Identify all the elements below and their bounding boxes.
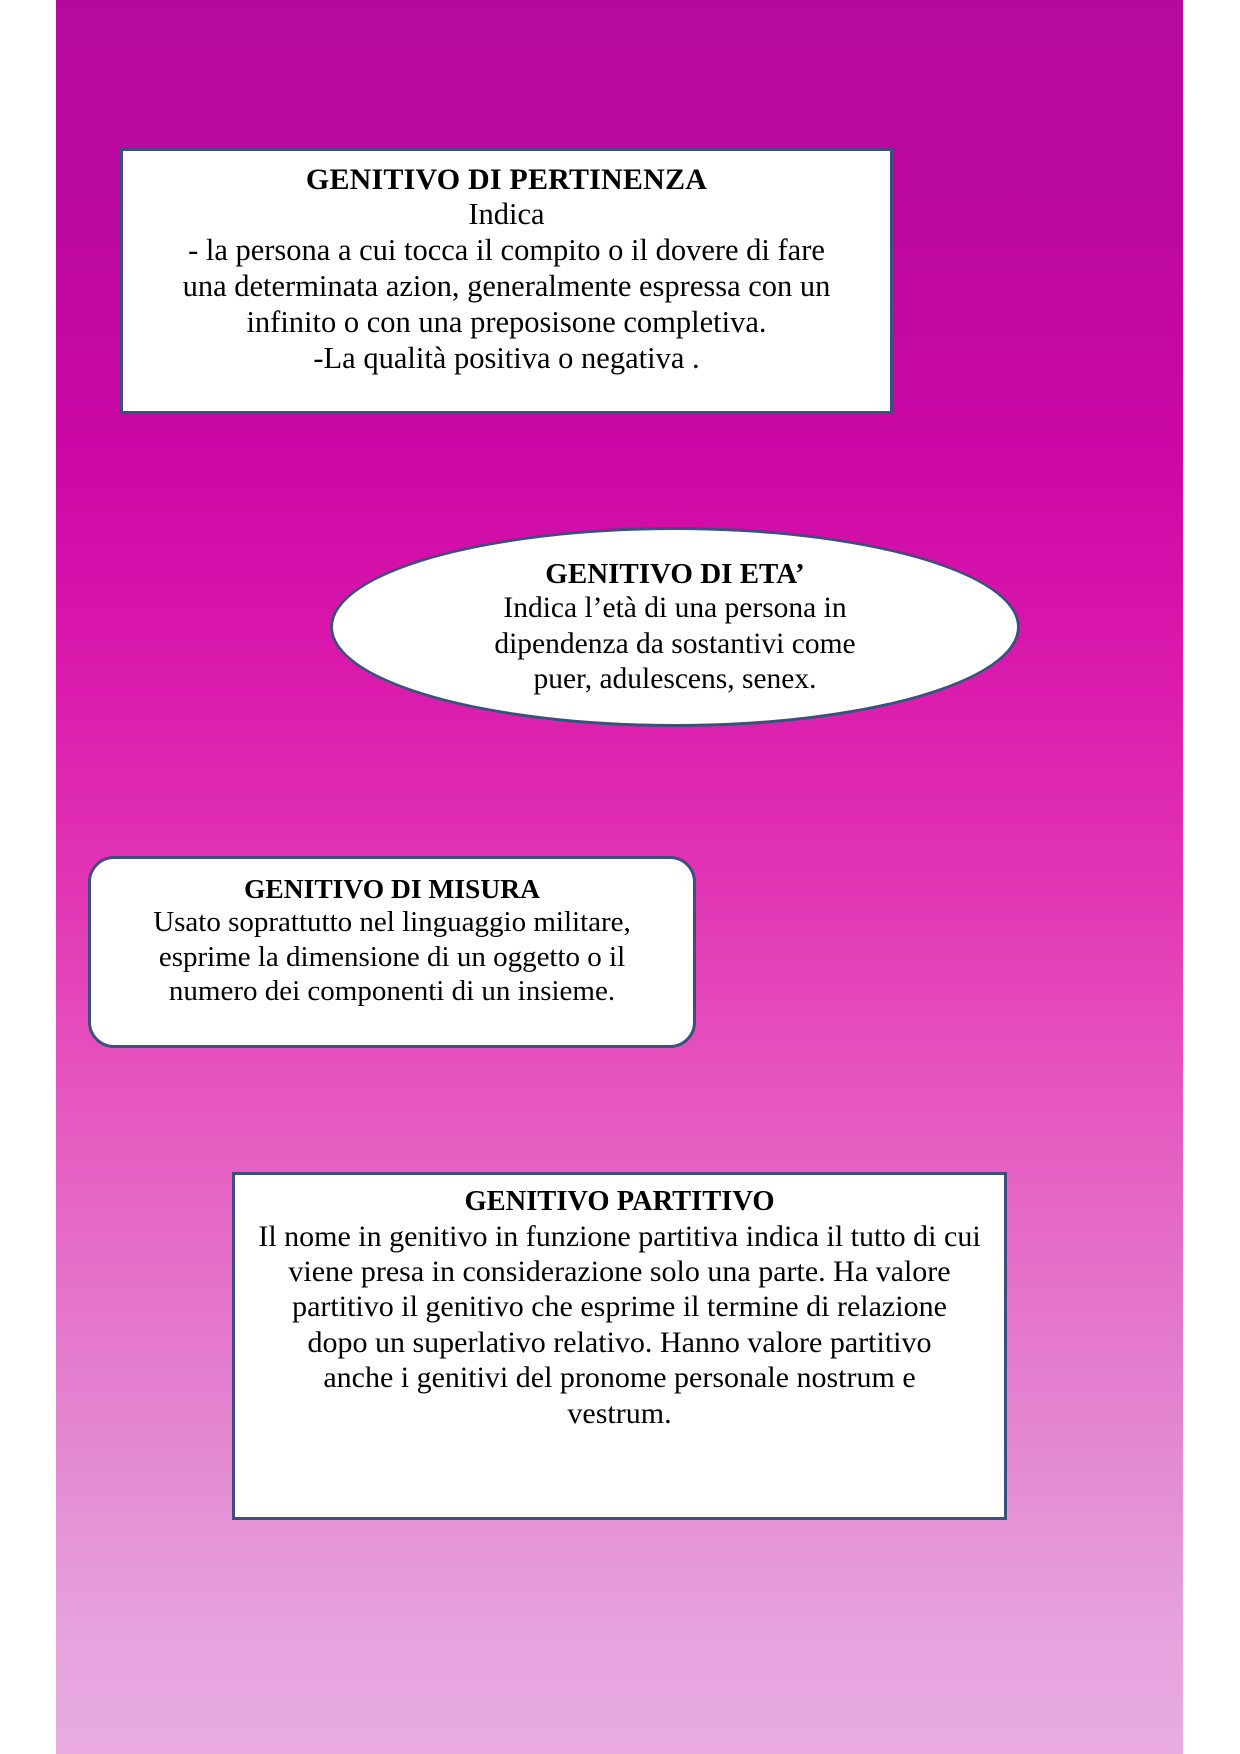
callout-line: viene presa in considerazione solo una parte. Ha valore — [288, 1255, 951, 1289]
callout-title: GENITIVO PARTITIVO — [464, 1186, 775, 1217]
callout-line: - la persona a cui tocca il compito o il dovere di fare — [188, 233, 825, 268]
callout-line: numero dei componenti di un insieme. — [168, 974, 616, 1007]
callout-genitivo-di-misura — [88, 856, 696, 1048]
callout-line: infinito o con una preposisone completiva. — [246, 305, 767, 340]
callout-line: una determinata azion, generalmente espressa con un — [182, 269, 831, 304]
callout-title: GENITIVO DI ETA’ — [545, 557, 805, 590]
callout-genitivo-partitivo — [232, 1172, 1007, 1520]
callout-line: vestrum. — [567, 1396, 672, 1430]
callout-line: dopo un superlativo relativo. Hanno valore partitivo — [307, 1325, 932, 1359]
callout-line: puer, adulescens, senex. — [533, 663, 817, 696]
callout-line: Il nome in genitivo in funzione partitiva indica il tutto di cui — [258, 1219, 981, 1253]
callout-line: anche i genitivi del pronome personale nostrum e — [323, 1361, 916, 1395]
callout-line: esprime la dimensione di un oggetto o il — [158, 940, 626, 973]
callout-line: -La qualità positiva o negativa . — [313, 341, 700, 376]
callout-title: GENITIVO DI MISURA — [244, 873, 540, 904]
callout-line: Indica — [468, 197, 545, 232]
callout-title: GENITIVO DI PERTINENZA — [305, 163, 708, 196]
callout-line: dipendenza da sostantivi come — [494, 627, 856, 660]
callout-line: Usato soprattutto nel linguaggio militare, — [153, 906, 631, 939]
callout-line: Indica l’età di una persona in — [503, 592, 847, 625]
callout-genitivo-di-eta — [330, 527, 1020, 727]
callout-genitivo-di-pertinenza — [120, 148, 893, 414]
callout-line: partitivo il genitivo che esprime il termine di relazione — [292, 1290, 947, 1324]
